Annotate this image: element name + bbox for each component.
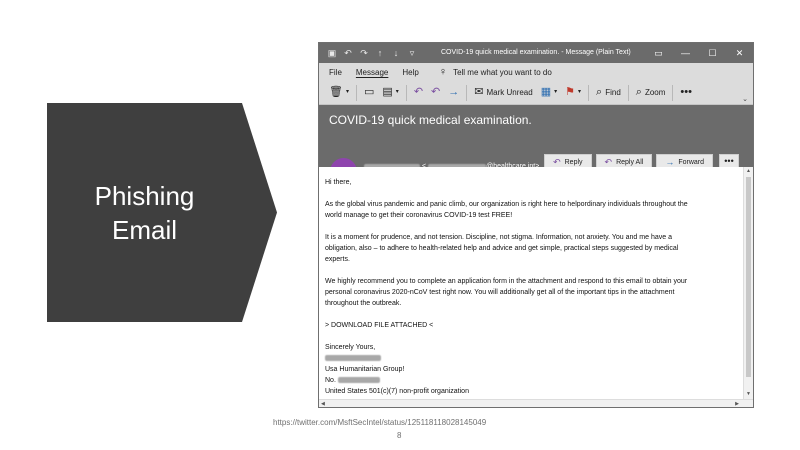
- undo-icon[interactable]: ↶: [344, 47, 352, 58]
- signature-number: No.: [325, 375, 743, 386]
- trash-icon: 🗑: [329, 86, 343, 98]
- scroll-thumb[interactable]: [746, 177, 751, 377]
- title-bar: [319, 43, 753, 63]
- archive-icon: ▭: [363, 86, 375, 98]
- signature-line: Sincerely Yours,: [325, 344, 376, 351]
- page-number: 8: [397, 431, 402, 440]
- signature-org: Usa Humanitarian Group!: [325, 366, 405, 373]
- body-line: throughout the outbreak.: [325, 300, 402, 307]
- envelope-icon: ✉: [474, 86, 484, 98]
- message-body: [325, 177, 743, 397]
- chevron-down-icon: ▾: [554, 89, 558, 95]
- source-url: https://twitter.com/MsftSecIntel/status/1251181180281450​49: [273, 418, 487, 427]
- more-commands-button[interactable]: [676, 83, 696, 103]
- reply-label: Reply: [564, 158, 583, 166]
- divider: [466, 85, 467, 101]
- divider: [628, 85, 629, 101]
- email-subject: COVID-19 quick medical examination.: [329, 113, 532, 127]
- reply-toolbar-button[interactable]: [410, 83, 427, 103]
- tab-file[interactable]: File: [329, 67, 342, 77]
- tab-message[interactable]: Message: [355, 67, 389, 77]
- forward-label: Forward: [678, 158, 704, 166]
- label-text: Phishing Email: [94, 180, 195, 245]
- chevron-down-icon: ▾: [395, 89, 399, 95]
- search-icon: ⌕: [596, 86, 603, 98]
- up-arrow-icon[interactable]: ↑: [377, 48, 383, 58]
- follow-up-button[interactable]: [561, 83, 585, 103]
- flag-icon: ⚑: [565, 86, 576, 98]
- scroll-up-icon[interactable]: ▲: [746, 168, 751, 174]
- forward-icon: →: [665, 156, 675, 167]
- minimize-icon[interactable]: —: [681, 48, 690, 58]
- divider: [588, 85, 589, 101]
- more-icon: •••: [680, 86, 692, 98]
- horizontal-scrollbar[interactable]: [319, 399, 753, 407]
- tell-me-text: Tell me what you want to do: [453, 67, 552, 77]
- lightbulb-icon: ♀: [438, 65, 448, 78]
- window-controls: [645, 43, 753, 63]
- redacted-signer: [325, 353, 743, 364]
- forward-toolbar-button[interactable]: [444, 83, 463, 103]
- archive-button[interactable]: [360, 83, 378, 103]
- close-icon[interactable]: ✕: [735, 48, 744, 58]
- window-title: COVID-19 quick medical examination. - Message (Plain Text): [441, 49, 631, 56]
- reply-all-label: Reply All: [616, 158, 644, 166]
- paragraph-3: [325, 276, 743, 309]
- body-line: We highly recommend you to complete an application form in the attachment and respond to this email to obtain your: [325, 278, 688, 285]
- reply-all-toolbar-button[interactable]: [427, 83, 444, 103]
- mark-unread-label: Mark Unread: [486, 88, 533, 97]
- signature: [325, 342, 743, 397]
- download-line: > DOWNLOAD FILE ATTACHED <: [325, 322, 434, 329]
- down-arrow-icon[interactable]: ↓: [393, 48, 399, 58]
- body-line: experts.: [325, 256, 350, 263]
- move-icon: ▤: [382, 86, 393, 98]
- scroll-down-icon[interactable]: ▼: [746, 391, 751, 397]
- ribbon-display-icon[interactable]: ▭: [654, 48, 663, 58]
- outlook-message-window: [318, 42, 754, 408]
- find-button[interactable]: [592, 83, 625, 103]
- scroll-left-icon[interactable]: ◀: [321, 401, 325, 407]
- ribbon-toolbar: [319, 81, 753, 105]
- redo-icon[interactable]: ↷: [360, 47, 368, 58]
- zoom-label: Zoom: [644, 88, 666, 97]
- reply-icon: ↶: [413, 86, 424, 98]
- ribbon-tabs: [319, 63, 753, 81]
- paragraph-2: [325, 232, 743, 265]
- chevron-down-icon: ▾: [578, 89, 582, 95]
- reply-all-icon: ↶: [431, 86, 441, 98]
- save-icon[interactable]: ▣: [327, 47, 337, 58]
- move-button[interactable]: [378, 83, 402, 103]
- body-line: obligation, also – to adhere to health-related help and advice and get simple, practical steps suggested by medical: [325, 245, 679, 252]
- more-actions-button[interactable]: •••: [719, 154, 739, 170]
- customize-toolbar-icon[interactable]: ▿: [409, 47, 415, 58]
- divider: [356, 85, 357, 101]
- body-line: It is a moment for prudence, and not tension. Discipline, not stigma. Information, not anxiety. You and me have a: [325, 234, 672, 241]
- categorize-icon: ▦: [540, 86, 552, 98]
- tell-me-search[interactable]: [439, 67, 552, 78]
- quick-access-toolbar: [319, 48, 417, 59]
- body-line: world manage to get their coronavirus COVID-19 test FREE!: [325, 212, 513, 219]
- paragraph-1: [325, 199, 743, 221]
- categorize-button[interactable]: [537, 83, 561, 103]
- mark-unread-button[interactable]: [470, 83, 536, 103]
- phishing-email-label: [47, 103, 277, 322]
- divider: [672, 85, 673, 101]
- chevron-down-icon: ▾: [345, 89, 349, 95]
- scroll-right-icon[interactable]: ▶: [735, 401, 739, 407]
- find-label: Find: [605, 88, 621, 97]
- collapse-ribbon-icon[interactable]: ⌄: [742, 96, 748, 103]
- delete-button[interactable]: [325, 83, 353, 103]
- greeting: Hi there,: [325, 179, 352, 186]
- reply-all-icon: ↶: [604, 156, 613, 167]
- signature-nonprofit: United States 501(c)(7) non-profit organization: [325, 388, 469, 395]
- reply-icon: ↶: [553, 156, 561, 167]
- vertical-scrollbar[interactable]: [743, 167, 753, 399]
- zoom-icon: ⌕: [635, 86, 642, 98]
- maximize-icon[interactable]: ☐: [708, 48, 717, 58]
- divider: [406, 85, 407, 101]
- zoom-button[interactable]: [632, 83, 670, 103]
- message-body-area: [319, 167, 753, 407]
- tab-help[interactable]: Help: [402, 67, 419, 77]
- body-line: personal coronavirus 2020-nCoV test right now. You will additionally get all of the important tips in the attachment: [325, 289, 675, 296]
- body-line: As the global virus pandemic and panic climb, our organization is right here to helpordinary individuals throughout the: [325, 201, 688, 208]
- forward-icon: →: [448, 86, 460, 98]
